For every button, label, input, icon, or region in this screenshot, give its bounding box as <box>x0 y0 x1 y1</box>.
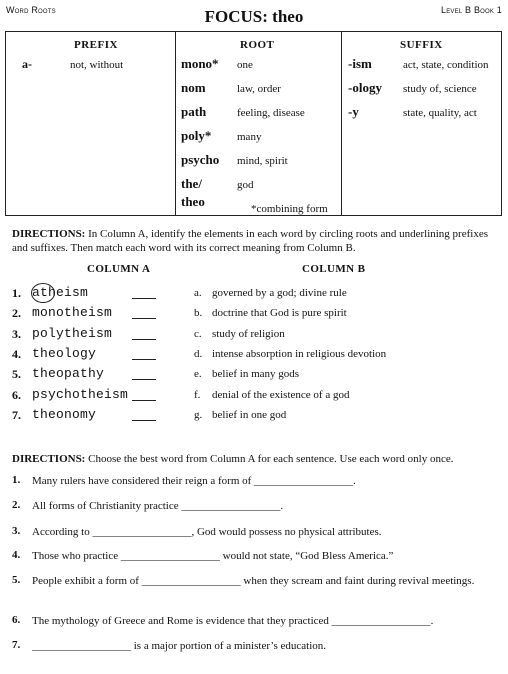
item-number: 4. <box>12 347 21 361</box>
item-number: 1. <box>12 286 21 300</box>
directions-text: In Column A, identify the elements in each word by circling roots and underlining prefixes and suffixes. Then match each word with its correct meaning from Column B. <box>12 228 488 254</box>
directions-label: DIRECTIONS: <box>12 453 86 465</box>
sentence-number: 6. <box>12 614 21 626</box>
column-b-meaning: belief in many gods <box>212 368 300 380</box>
directions-matching <box>12 227 496 255</box>
root-term: poly* <box>181 128 212 143</box>
column-a-word: theopathy <box>32 366 105 381</box>
root-term: psycho <box>181 152 220 167</box>
column-b-meaning: study of religion <box>212 328 285 340</box>
directions-text: Choose the best word from Column A for each sentence. Use each word only once. <box>85 453 454 465</box>
root-meaning: mind, spirit <box>237 155 288 167</box>
column-b-letter: g. <box>194 409 203 421</box>
column-b-letter: a. <box>194 287 202 299</box>
table-divider <box>341 32 342 215</box>
column-a-word: monotheism <box>32 305 113 320</box>
root-term: nom <box>181 80 206 95</box>
sentence-number: 5. <box>12 574 21 586</box>
prefix-meaning: not, without <box>70 59 124 71</box>
column-b-letter: b. <box>194 307 203 319</box>
column-a-heading: COLUMN A <box>87 263 151 275</box>
column-b-meaning: doctrine that God is pure spirit <box>212 307 347 319</box>
column-b-meaning: denial of the existence of a god <box>212 389 350 401</box>
answer-blank[interactable] <box>132 379 156 380</box>
column-b-letter: e. <box>194 368 202 380</box>
page-title: FOCUS: theo <box>204 7 304 26</box>
root-term: path <box>181 104 207 119</box>
series-label: Word Roots <box>6 5 56 15</box>
suffix-heading: SUFFIX <box>400 39 443 51</box>
root-term-continued: theo <box>181 194 205 209</box>
column-a-word: psychotheism <box>32 387 129 402</box>
item-number: 2. <box>12 306 21 320</box>
sentence-number: 2. <box>12 499 21 511</box>
column-b-meaning: governed by a god; divine rule <box>212 287 347 299</box>
answer-blank[interactable] <box>132 420 156 421</box>
sentence-text[interactable]: People exhibit a form of __________________ when they scream and faint during revival meetings. <box>32 575 475 587</box>
column-a-word: theology <box>32 346 97 361</box>
answer-blank[interactable] <box>132 318 156 319</box>
sentence-text[interactable]: Many rulers have considered their reign a form of __________________. <box>32 475 356 487</box>
column-b-meaning: belief in one god <box>212 409 287 421</box>
sentence-number: 7. <box>12 639 21 651</box>
column-b-letter: c. <box>194 328 202 340</box>
sentence-number: 4. <box>12 549 21 561</box>
sentence-number: 1. <box>12 474 21 486</box>
item-number: 5. <box>12 367 21 381</box>
answer-blank[interactable] <box>132 400 156 401</box>
root-meaning: many <box>237 131 262 143</box>
root-heading: ROOT <box>240 39 275 51</box>
answer-blank[interactable] <box>132 298 156 299</box>
root-term: mono* <box>181 56 219 71</box>
column-b-letter: f. <box>194 389 201 401</box>
root-meaning: one <box>237 59 253 71</box>
item-number: 6. <box>12 388 21 402</box>
suffix-meaning: act, state, condition <box>403 59 489 71</box>
table-divider <box>175 32 176 215</box>
column-a-word: polytheism <box>32 326 113 341</box>
root-meaning: law, order <box>237 83 281 95</box>
suffix-term: -y <box>348 104 359 119</box>
root-meaning: feeling, disease <box>237 107 305 119</box>
directions-sentences <box>12 452 496 466</box>
suffix-meaning: state, quality, act <box>403 107 477 119</box>
item-number: 3. <box>12 327 21 341</box>
suffix-term: -ology <box>348 80 382 95</box>
column-a-word: atheism <box>32 285 89 300</box>
answer-blank[interactable] <box>132 339 156 340</box>
prefix-term: a- <box>22 57 32 71</box>
column-b-letter: d. <box>194 348 203 360</box>
item-number: 7. <box>12 408 21 422</box>
column-a-word: theonomy <box>32 407 97 422</box>
sentence-text[interactable]: The mythology of Greece and Rome is evidence that they practiced __________________. <box>32 615 434 627</box>
sentence-number: 3. <box>12 525 21 537</box>
sentence-text[interactable]: Those who practice __________________ would not state, “God Bless America.” <box>32 550 394 562</box>
root-term: the/ <box>181 176 202 191</box>
prefix-heading: PREFIX <box>74 39 118 51</box>
suffix-term: -ism <box>348 56 372 71</box>
level-label: Level B Book 1 <box>441 5 502 15</box>
suffix-meaning: study of, science <box>403 83 477 95</box>
directions-label: DIRECTIONS: <box>12 228 86 240</box>
column-b-heading: COLUMN B <box>302 263 366 275</box>
sentence-text[interactable]: According to __________________, God would possess no physical attributes. <box>32 526 382 538</box>
column-b-meaning: intense absorption in religious devotion <box>212 348 387 360</box>
combining-form-footnote: *combining form <box>251 203 328 215</box>
answer-blank[interactable] <box>132 359 156 360</box>
roots-table <box>5 31 502 216</box>
root-meaning: god <box>237 179 254 191</box>
sentence-text[interactable]: All forms of Christianity practice __________________. <box>32 500 284 512</box>
sentence-text[interactable]: __________________ is a major portion of a minister’s education. <box>32 640 327 652</box>
